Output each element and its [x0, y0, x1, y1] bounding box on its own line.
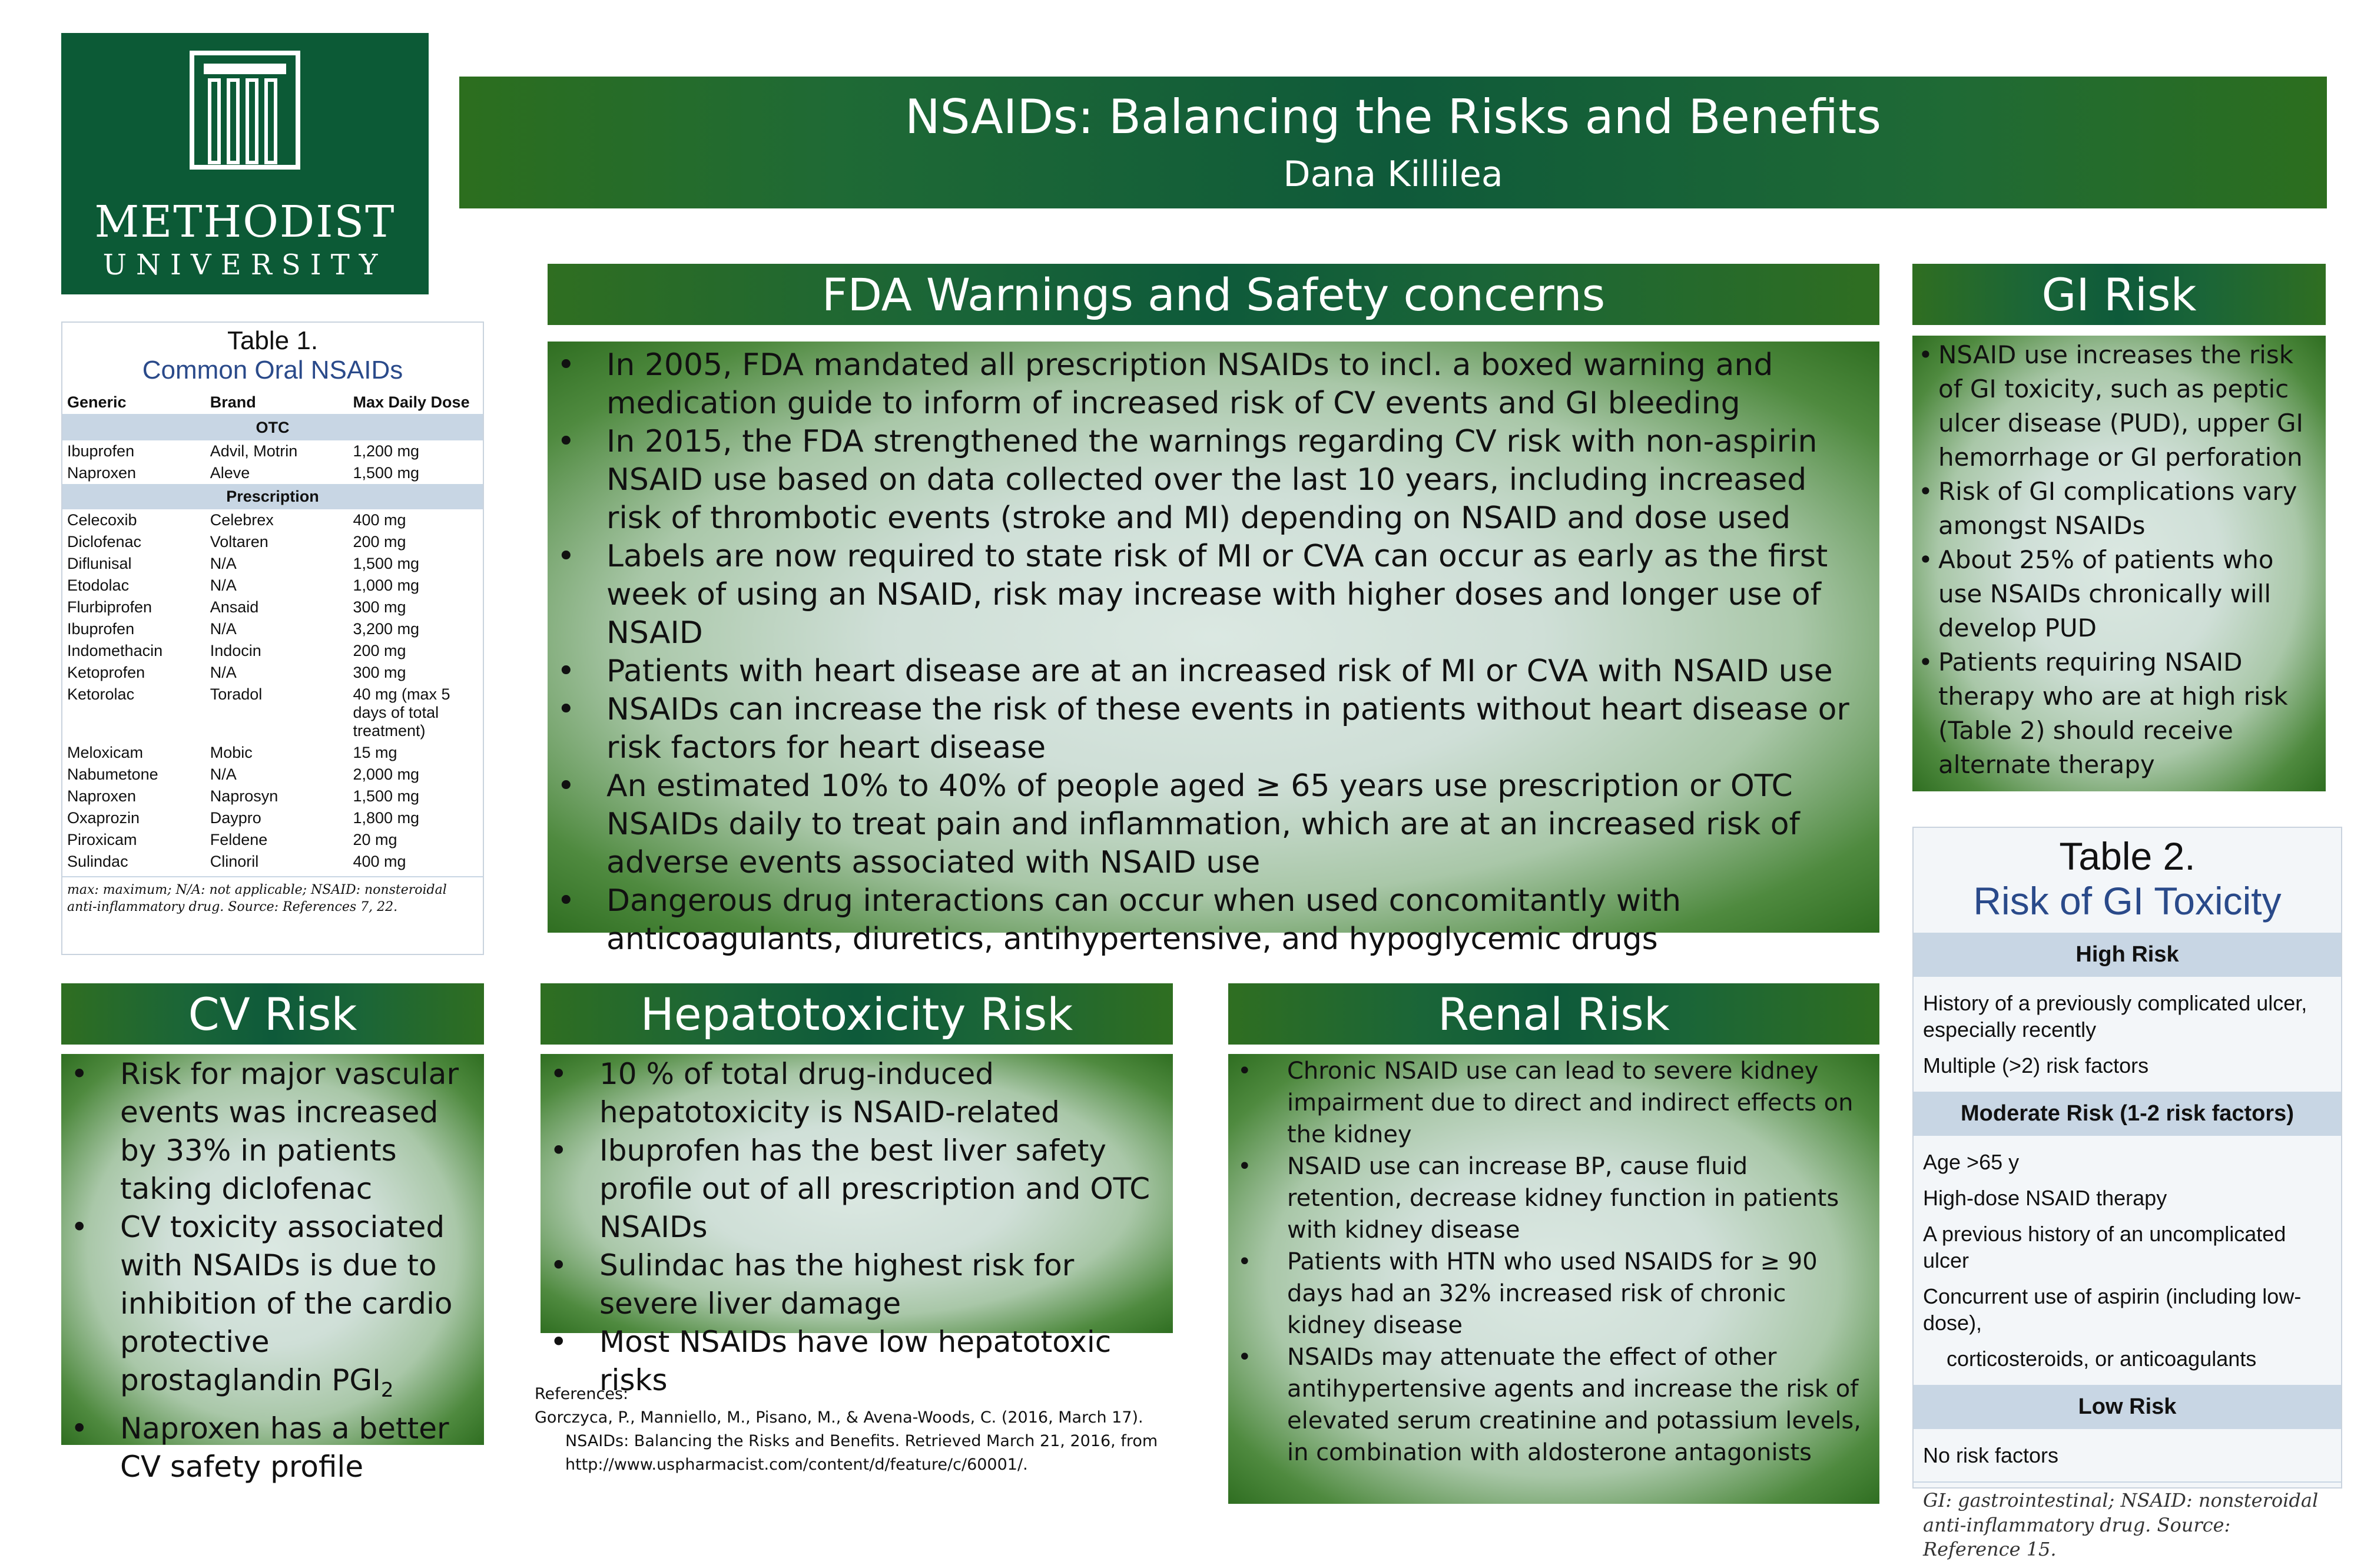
table-cell: Ibuprofen	[67, 620, 135, 638]
reference-line: Gorczyca, P., Manniello, M., Pisano, M., & Avena-Woods, C. (2016, March 17).	[535, 1408, 1143, 1427]
fda-item: • Patients with heart disease are at an increased risk of MI or CVA with NSAID use	[606, 652, 1869, 691]
table-cell: Clinoril	[210, 853, 259, 870]
cv-item: • CV toxicity associated with NSAIDs is due to inhibition of the cardio protective prostaglandin $PGI_2$	[120, 1208, 476, 1410]
table-cell: Ketorolac	[67, 685, 135, 703]
moderate-risk-item: A previous history of an uncomplicated ulcer	[1923, 1222, 2286, 1272]
poster-header	[459, 77, 2327, 208]
table-cell: N/A	[210, 620, 237, 638]
renal-list	[1287, 1055, 1868, 1468]
gi-panel	[1912, 336, 2326, 791]
table-cell: 300 mg	[353, 664, 406, 681]
table-1	[61, 321, 484, 955]
cv-panel	[61, 1054, 484, 1484]
fda-item: • An estimated 10% to 40% of people aged ≥ 65 years use prescription or OTC NSAIDs daily to treat pain and inflammation, which are at an increased risk of adverse events associated with NSAID use	[606, 767, 1869, 882]
renal-section-header	[1228, 983, 1879, 1045]
references-label: References:	[535, 1385, 629, 1403]
table-cell: Meloxicam	[67, 744, 144, 761]
group-row	[62, 415, 483, 440]
fda-item: • Dangerous drug interactions can occur when used concomitantly with anticoagulants, diuretics, antihypertensive, and hypoglycemic drugs	[606, 882, 1869, 959]
column-header: Max Daily Dose	[353, 393, 470, 411]
table-cell: 40 mg (max 5 days of total treatment)	[353, 685, 450, 740]
fda-list	[606, 346, 1869, 959]
table-cell: Etodolac	[67, 576, 130, 594]
table-row	[62, 575, 483, 596]
table-cell: N/A	[210, 555, 237, 572]
table-row	[62, 440, 483, 462]
moderate-risk-header: Moderate Risk (1-2 risk factors)	[1914, 1092, 2341, 1136]
column-header: Generic	[67, 393, 127, 411]
table-cell: Celebrex	[210, 511, 274, 529]
table-cell: 200 mg	[353, 533, 406, 551]
table-row	[62, 596, 483, 618]
table-cell: N/A	[210, 664, 237, 681]
table-1-footnote: max: maximum; N/A: not applicable; NSAID: nonsteroidal anti-inflammatory drug. Source: References 7, 22.	[62, 876, 483, 920]
table-2-subtitle: Risk of GI Toxicity	[1973, 879, 2282, 923]
table-cell: 2,000 mg	[353, 765, 420, 783]
table-cell: 1,800 mg	[353, 809, 420, 827]
table-cell: 1,500 mg	[353, 464, 420, 482]
table-cell: Mobic	[210, 744, 253, 761]
table-header-row	[62, 391, 483, 415]
table-cell: 200 mg	[353, 642, 406, 659]
table-row	[62, 851, 483, 873]
moderate-risk-item: Age >65 y	[1923, 1150, 2020, 1174]
table-1-caption: Table 1.	[227, 326, 319, 355]
table-row	[62, 684, 483, 742]
gi-item: • About 25% of patients who use NSAIDs chronically will develop PUD	[1938, 543, 2320, 645]
renal-item: • NSAID use can increase BP, cause fluid retention, decrease kidney function in patients with kidney disease	[1287, 1151, 1868, 1246]
table-cell: Ketoprofen	[67, 664, 145, 681]
table-cell: 1,500 mg	[353, 555, 420, 572]
cv-item: • Naproxen has a better CV safety profile	[120, 1410, 476, 1486]
hepato-list	[599, 1055, 1169, 1400]
reference-line: NSAIDs: Balancing the Risks and Benefits. Retrieved March 21, 2016, from	[565, 1432, 1158, 1450]
high-risk-item: History of a previously complicated ulcer, especially recently	[1923, 991, 2307, 1042]
renal-item: • Chronic NSAID use can lead to severe kidney impairment due to direct and indirect effects on the kidney	[1287, 1055, 1868, 1151]
table-cell: Toradol	[210, 685, 263, 703]
university-logo	[61, 33, 429, 294]
gi-item: • Risk of GI complications vary amongst NSAIDs	[1938, 475, 2320, 543]
group-label: OTC	[62, 415, 483, 440]
table-cell: Flurbiprofen	[67, 598, 152, 616]
table-cell: Advil, Motrin	[210, 442, 298, 460]
gi-section-header	[1912, 264, 2326, 325]
table-row	[62, 618, 483, 640]
gi-item: • NSAID use increases the risk of GI toxicity, such as peptic ulcer disease (PUD), upper GI hemorrhage or GI perforation	[1938, 338, 2320, 475]
fda-section-header	[548, 264, 1879, 325]
table-cell: 1,500 mg	[353, 787, 420, 805]
table-cell: Feldene	[210, 831, 268, 848]
hepato-item: • Most NSAIDs have low hepatotoxic risks	[599, 1323, 1169, 1400]
fda-item: • NSAIDs can increase the risk of these events in patients without heart disease or risk factors for heart disease	[606, 691, 1869, 767]
hepato-section-header	[541, 983, 1173, 1045]
gi-section-title: GI Risk	[2041, 268, 2197, 321]
table-cell: Ibuprofen	[67, 442, 135, 460]
renal-panel	[1228, 1054, 1879, 1504]
moderate-risk-item: High-dose NSAID therapy	[1923, 1186, 2167, 1210]
table-cell: Celecoxib	[67, 511, 137, 529]
table-cell: Indocin	[210, 642, 261, 659]
table-cell: Diflunisal	[67, 555, 132, 572]
renal-item: • NSAIDs may attenuate the effect of other antihypertensive agents and increase the risk of elevated serum creatinine and potassium levels, in combination with aldosterone antagonists	[1287, 1341, 1868, 1468]
table-cell: 3,200 mg	[353, 620, 420, 638]
table-cell: 20 mg	[353, 831, 397, 848]
table-cell: Naprosyn	[210, 787, 278, 805]
cv-list	[120, 1055, 476, 1486]
building-icon	[186, 48, 304, 172]
fda-panel	[548, 342, 1879, 957]
table-cell: Indomethacin	[67, 642, 163, 659]
gi-item: • Patients requiring NSAID therapy who are at high risk (Table 2) should receive alternate therapy	[1938, 645, 2320, 782]
table-row	[62, 531, 483, 553]
pgi-subscript: 2	[380, 1378, 394, 1402]
poster-title: NSAIDs: Balancing the Risks and Benefits	[904, 89, 1882, 144]
table-row	[62, 640, 483, 662]
nsaid-table	[62, 391, 483, 873]
gi-list	[1938, 338, 2320, 782]
table-cell: Voltaren	[210, 533, 268, 551]
table-1-subtitle: Common Oral NSAIDs	[142, 356, 403, 384]
table-cell: Daypro	[210, 809, 261, 827]
cv-section-header	[61, 983, 484, 1045]
table-row	[62, 509, 483, 531]
table-row	[62, 807, 483, 829]
renal-section-title: Renal Risk	[1438, 987, 1670, 1040]
poster-author: Dana Killilea	[1283, 154, 1503, 195]
cv-section-title: CV Risk	[188, 987, 357, 1040]
hepato-item: • Sulindac has the highest risk for severe liver damage	[599, 1247, 1169, 1323]
high-risk-header: High Risk	[1914, 933, 2341, 977]
cv-item: • Risk for major vascular events was increased by 33% in patients taking diclofenac	[120, 1055, 476, 1208]
low-risk-item: No risk factors	[1923, 1443, 2059, 1467]
table-cell: Oxaprozin	[67, 809, 140, 827]
table-cell: 300 mg	[353, 598, 406, 616]
table-cell: 15 mg	[353, 744, 397, 761]
column-header: Brand	[210, 393, 256, 411]
references	[535, 1383, 1212, 1477]
low-risk-header: Low Risk	[1914, 1385, 2341, 1429]
logo-sub: UNIVERSITY	[102, 248, 387, 281]
hepato-item: • 10 % of total drug-induced hepatotoxicity is NSAID-related	[599, 1055, 1169, 1132]
table-row	[62, 785, 483, 807]
moderate-risk-item: Concurrent use of aspirin (including low-dose),	[1923, 1284, 2302, 1335]
table-cell: Naproxen	[67, 787, 137, 805]
table-cell: N/A	[210, 765, 237, 783]
table-cell: 1,200 mg	[353, 442, 420, 460]
table-row	[62, 662, 483, 684]
table-2-footnote: GI: gastrointestinal; NSAID: nonsteroidal anti-inflammatory drug. Source: Reference 15.	[1914, 1481, 2341, 1568]
table-cell: Piroxicam	[67, 831, 137, 848]
table-row	[62, 742, 483, 764]
fda-section-title: FDA Warnings and Safety concerns	[821, 268, 1606, 321]
table-cell: Nabumetone	[67, 765, 158, 783]
table-cell: Naproxen	[67, 464, 137, 482]
table-cell: 1,000 mg	[353, 576, 420, 594]
fda-item: • Labels are now required to state risk of MI or CVA can occur as early as the first week of using an NSAID, risk may increase with higher doses and longer use of NSAID	[606, 538, 1869, 652]
renal-item: • Patients with HTN who used NSAIDS for ≥ 90 days had an 32% increased risk of chronic kidney disease	[1287, 1246, 1868, 1341]
table-cell: 400 mg	[353, 511, 406, 529]
table-row	[62, 553, 483, 575]
fda-item: • In 2005, FDA mandated all prescription NSAIDs to incl. a boxed warning and medication guide to inform of increased risk of CV events and GI bleeding	[606, 346, 1869, 423]
table-cell: 400 mg	[353, 853, 406, 870]
table-cell: Aleve	[210, 464, 250, 482]
table-row	[62, 462, 483, 484]
table-2-caption: Table 2.	[2059, 834, 2196, 878]
logo-name: METHODIST	[94, 197, 396, 247]
table-cell: N/A	[210, 576, 237, 594]
fda-item: • In 2015, the FDA strengthened the warnings regarding CV risk with non-aspirin NSAID use based on data collected over the last 10 years, including increased risk of thrombotic events (stroke and MI) depending on NSAID and dose used	[606, 423, 1869, 538]
reference-link[interactable]: http://www.uspharmacist.com/content/d/feature/c/60001/.	[565, 1456, 1028, 1474]
group-label: Prescription	[62, 484, 483, 509]
table-row	[62, 829, 483, 851]
table-cell: Ansaid	[210, 598, 259, 616]
moderate-risk-item: corticosteroids, or anticoagulants	[1947, 1347, 2257, 1371]
table-row	[62, 764, 483, 785]
table-cell: Sulindac	[67, 853, 128, 870]
hepato-section-title: Hepatotoxicity Risk	[640, 987, 1073, 1040]
table-2	[1912, 827, 2342, 1561]
table-cell: Diclofenac	[67, 533, 142, 551]
group-row	[62, 484, 483, 509]
hepato-item: • Ibuprofen has the best liver safety profile out of all prescription and OTC NSAIDs	[599, 1132, 1169, 1247]
high-risk-item: Multiple (>2) risk factors	[1923, 1053, 2149, 1078]
